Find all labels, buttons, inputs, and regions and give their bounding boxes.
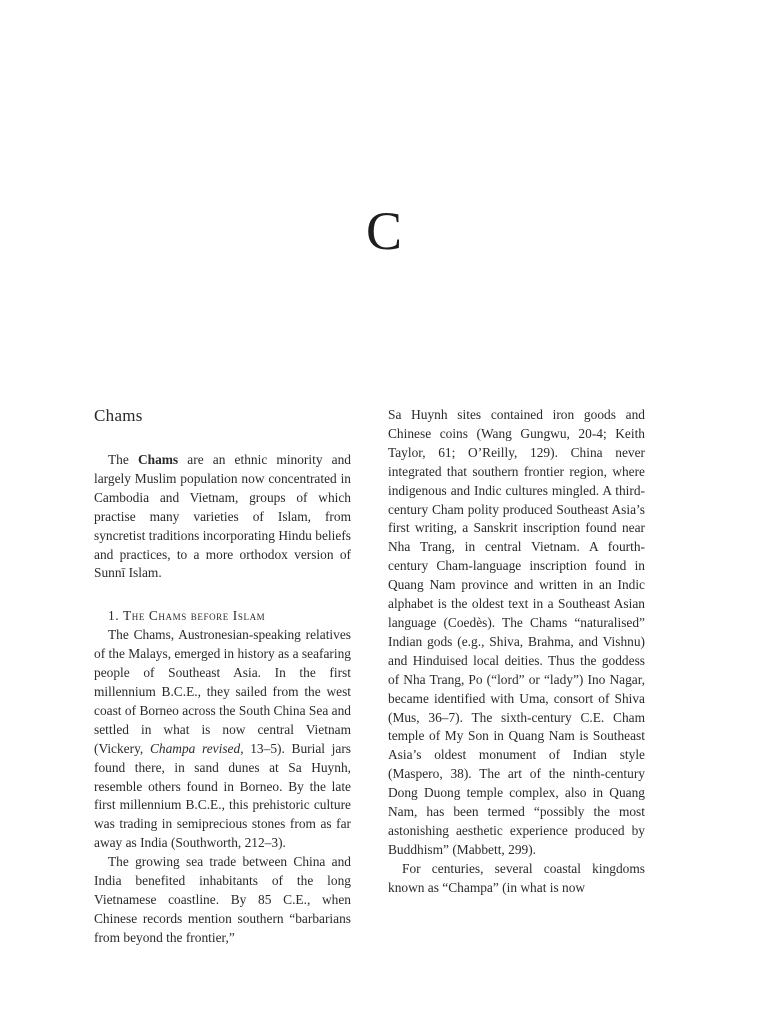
article-title: Chams	[94, 406, 143, 425]
intro-text: are an ethnic minority and largely Muslim population now concentrated in Cambodia and Vietnam, groups of which practise many varieties of Islam, from syncretist traditions incorporating Hindu beliefs and practices, to a more orthodox version of Sunnī Islam.	[94, 452, 351, 581]
intro-paragraph	[94, 451, 351, 583]
paragraph-1	[94, 626, 351, 853]
paragraph-3: For centuries, several coastal kingdoms known as “Champa” (in what is now	[388, 860, 645, 895]
paragraph-1-text-a: The Chams, Austronesian-speaking relatives of the Malays, emerged in history as a seafaring people of Southeast Asia. In the first millennium B.C.E., they sailed from the west coast of Borneo across the South China Sea and settled in what is now central Vietnam (Vickery,	[94, 627, 351, 756]
left-column	[94, 405, 351, 948]
intro-bold-term: Chams	[137, 452, 179, 467]
paragraph-2-start: The growing sea trade between China and India benefited inhabitants of the long Vietnamese coastline. By 85 C.E., when Chinese records mention southern “barbarians from beyond the frontier,”	[94, 854, 351, 945]
chapter-letter: C	[365, 201, 403, 261]
paragraph-1-text-b: , 13–5). Burial jars found there, in sand dunes at Sa Huynh, resemble others found in Borneo. By the late first millennium B.C.E., this prehistoric culture was trading in semiprecious stones from as far away as India (Southworth, 212–3).	[94, 740, 351, 851]
paragraph-2-continued: Sa Huynh sites contained iron goods and Chinese coins (Wang Gungwu, 20-4; Keith Taylor, 61; O’Reilly, 129). China never integrated that southern frontier region, where indigenous and Indic cultures mingled. A third-century Cham polity produced Southeast Asia’s first writing, a Sanskrit inscription found near Nha Trang, in central Vietnam. A fourth-century Cham-language inscription found in Quang Nam province and written in an Indic alphabet is the oldest text in a Southeast Asian language (Coedès). The Chams “naturalised” Indian gods (e.g., Shiva, Brahma, and Vishnu) and Hinduised local deities. Thus the goddess of Nha Trang, Po (“lord” or “lady”) Ino Nagar, became identified with Uma, consort of Shiva (Mus, 36–7). The sixth-century C.E. Cham temple of My Son in Quang Nam is Southeast Asia’s oldest monument of Indian style (Maspero, 38). The art of the ninth-century Dong Duong temple complex, also in Quang Nam, has been termed “possibly the most astonishing aesthetic experience produced by Buddhism” (Mabbett, 299).	[388, 407, 645, 857]
right-column	[388, 406, 645, 898]
intro-lead: The	[108, 452, 138, 467]
paragraph-1-italic: Champa revised	[149, 740, 241, 756]
section-heading: 1. The Chams before Islam	[108, 608, 266, 624]
